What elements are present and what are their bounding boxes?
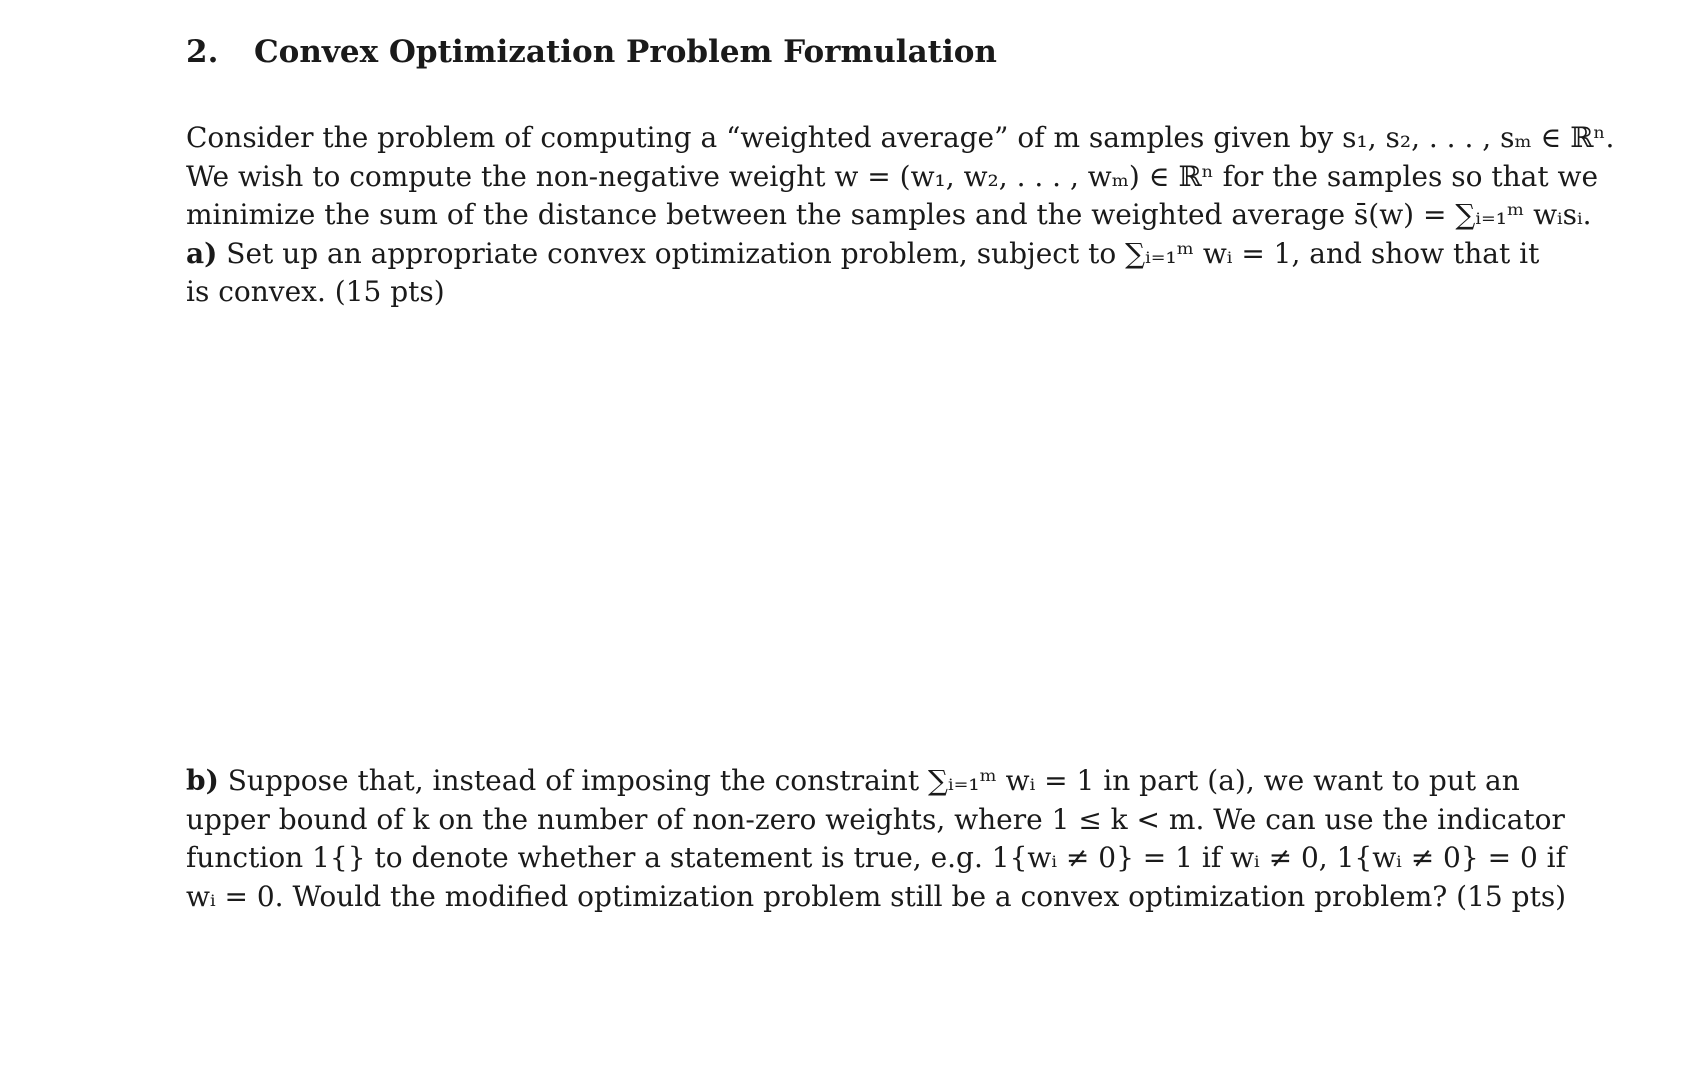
- part-b-text-1: Suppose that, instead of imposing the constraint ∑ᵢ₌₁ᵐ wᵢ = 1 in part (a), we want to put an: [227, 764, 1520, 797]
- part-b-line-2: upper bound of k on the number of non-zero weights, where 1 ≤ k < m. We can use the indicator: [186, 802, 1565, 836]
- section-title: Convex Optimization Problem Formulation: [254, 34, 997, 70]
- part-b-line-3: function 1{} to denote whether a statement is true, e.g. 1{wᵢ ≠ 0} = 1 if wᵢ ≠ 0, 1{wᵢ ≠ 0} = 0 if: [186, 841, 1566, 875]
- document-page: [186, 30, 1615, 913]
- part-b-line-4: wᵢ = 0. Would the modified optimization problem still be a convex optimization problem? (15 pts): [186, 879, 1567, 913]
- intro-line-2: We wish to compute the non-negative weight w = (w₁, w₂, . . . , wₘ) ∈ ℝⁿ for the samples so that we: [186, 159, 1599, 193]
- part-b-label: b): [186, 764, 219, 797]
- intro-line-1: Consider the problem of computing a “weighted average” of m samples given by s₁, s₂, . . . , sₘ ∈ ℝⁿ.: [186, 121, 1615, 154]
- intro-paragraph: [186, 119, 1615, 312]
- section-heading: [186, 30, 1510, 74]
- intro-line-3: minimize the sum of the distance between the samples and the weighted average s̄(w) = ∑ᵢ₌₁ᵐ wᵢsᵢ.: [186, 198, 1592, 232]
- part-a-line-2: is convex. (15 pts): [186, 275, 445, 309]
- section-number: 2.: [186, 34, 219, 70]
- part-b-line-1: [186, 762, 1520, 801]
- part-a-label: a): [186, 236, 218, 270]
- part-a-line-1: [186, 235, 1540, 274]
- part-b-paragraph: [186, 762, 1567, 916]
- part-a-text-1: Set up an appropriate convex optimization problem, subject to ∑ᵢ₌₁ᵐ wᵢ = 1, and show that it: [226, 236, 1540, 270]
